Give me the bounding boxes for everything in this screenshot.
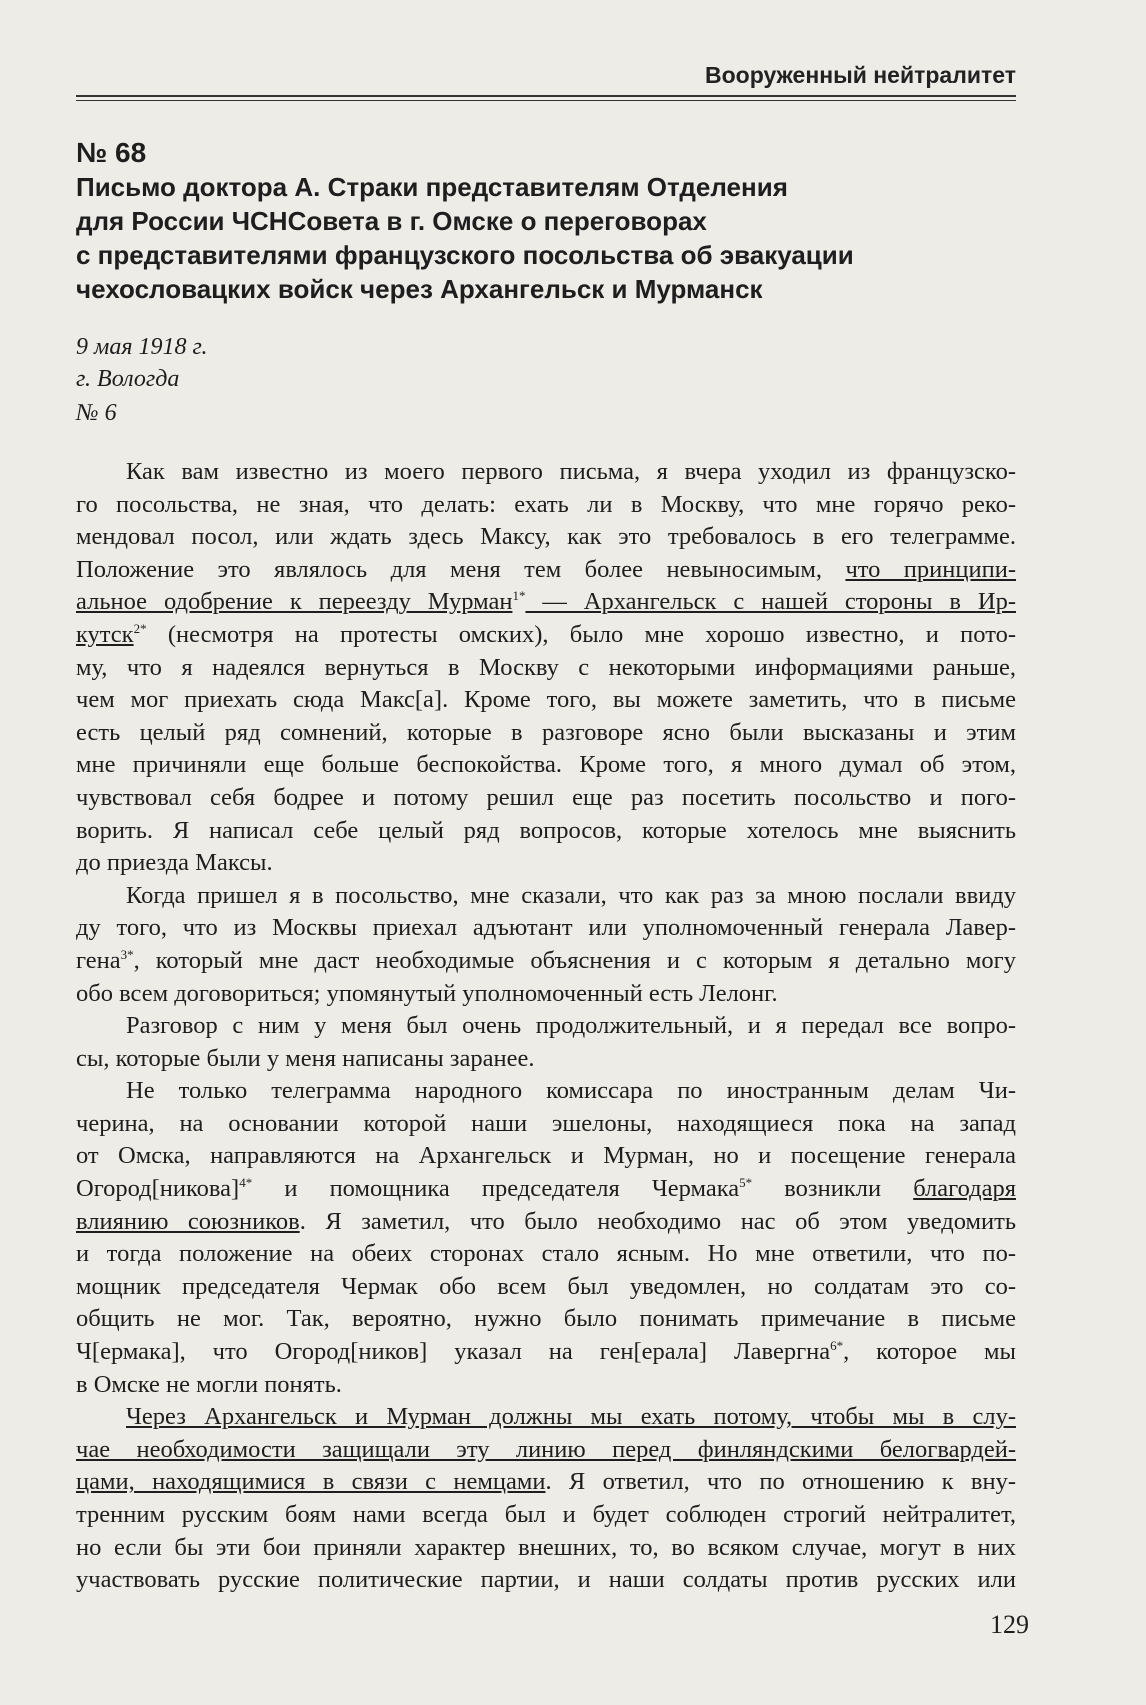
footnote-marker: 5* [739,1174,753,1190]
text-segment: , который мне даст необходимые объяснения и с которым я детально могу [133,946,1016,974]
text-line: есть целый ряд сомнений, которые в разговоре ясно были высказаны и этим [76,718,1016,746]
text-line [76,1401,1016,1434]
text-line: обо всем договориться; упомянутый уполномоченный есть Лелонг. [76,979,778,1007]
footnote-marker: 2* [133,620,147,636]
footnote-marker: 4* [239,1174,253,1190]
underlined-text: кутск [76,620,134,648]
text-line: ворить. Я написал себе целый ряд вопросов, которые хотелось мне выяснить [76,816,1016,844]
document-date: 9 мая 1918 г. [76,334,208,360]
title-line: чехословацких войск через Архангельск и Мурманск [76,274,763,304]
header-rule-thin [76,100,1016,101]
text-segment: Ч[ермака], что Огород[ников] указал на ген[ерала] Лавергна [76,1338,831,1366]
underlined-text: что принципи- [845,555,1016,583]
text-line: Разговор с ним у меня был очень продолжительный, и я передал все вопро- [126,1012,1016,1040]
text-line: Когда пришел я в посольство, мне сказали, что как раз за мною послали ввиду [126,881,1016,909]
text-segment: гена [76,946,121,974]
underlined-text: влиянию союзников [76,1207,300,1235]
text-line: участвовать русские политические партии, и наши солдаты против русских или [76,1566,1016,1594]
text-line [76,586,1016,619]
text-segment: , которое мы [843,1338,1016,1366]
text-line: до приезда Максы. [76,849,273,877]
text-line: мне причиняли еще больше беспокойства. Кроме того, я много думал об этом, [76,751,1016,779]
page-number: 129 [990,1610,1029,1639]
text-line [76,945,1016,978]
footnote-marker: 3* [120,946,134,962]
text-line: чем мог приехать сюда Макс[а]. Кроме того, вы можете заметить, что в письме [76,686,1016,714]
text-line: черина, на основании которой наши эшелоны, находящиеся пока на запад [76,1109,1016,1137]
text-line [76,1466,1016,1499]
text-line: но если бы эти бои приняли характер внешних, то, во всяком случае, могут в них [76,1533,1016,1561]
text-line [76,1173,1016,1206]
running-header: Вооруженный нейтралитет [705,62,1016,88]
document-number: № 68 [76,137,147,168]
document-reference-number: № 6 [76,400,117,426]
text-line: Как вам известно из моего первого письма, я вчера уходил из французско- [126,458,1016,485]
text-line [76,1336,1016,1369]
underlined-text: альное одобрение к переезду Мурман [76,588,513,616]
text-segment: . Я заметил, что было необходимо нас об этом уведомить [299,1207,1016,1235]
text-line: ду того, что из Москвы приехал адъютант или уполномоченный генерала Лавер- [76,914,1016,942]
text-segment: и помощника председателя Чермака [252,1175,740,1203]
text-segment: (несмотря на протесты омских), было мне хорошо известно, и пото- [146,620,1016,648]
text-line [76,554,1016,587]
text-segment: . Я ответил, что по отношению к вну- [545,1468,1016,1496]
underlined-text: — Архангельск с нашей стороны в Ир- [525,588,1017,616]
underlined-text: Через Архангельск и Мурман должны мы ехать потому, чтобы мы в слу- [126,1403,1016,1431]
text-line: Не только телеграмма народного комиссара по иностранным делам Чи- [126,1077,1016,1105]
text-line: мендовал посол, или ждать здесь Максу, как это требовалось в его телеграмме. [76,523,1016,551]
text-line: му, что я надеялся вернуться в Москву с некоторыми информациями раньше, [76,653,1016,681]
text-line: от Омска, направляются на Архангельск и Мурман, но и посещение генерала [76,1142,1016,1170]
letter-body [76,456,1016,1597]
footnote-marker: 1* [512,588,526,604]
text-segment: Положение это являлось для меня тем более невыносимым, [76,555,846,583]
text-line [76,1434,1016,1467]
text-line: мощник председателя Чермак обо всем был уведомлен, но солдатам это со- [76,1272,1016,1300]
text-line: и тогда положение на обеих сторонах стало ясным. Но мне ответили, что по- [76,1240,1016,1268]
text-segment: возникли [752,1175,914,1203]
title-line: Письмо доктора А. Страки представителям Отделения [76,172,788,202]
text-segment: Огород[никова] [76,1175,240,1203]
underlined-text: цами, находящимися в связи с немцами [76,1468,546,1496]
document-place: г. Вологда [76,366,180,392]
text-line: тренним русским боям нами всегда был и будет соблюден строгий нейтралитет, [76,1501,1016,1528]
text-line: чувствовал себя бодрее и потому решил еще раз посетить посольство и пого- [76,783,1016,811]
text-line: го посольства, не зная, что делать: ехать ли в Москву, что мне горячо реко- [76,490,1016,518]
title-line: для России ЧСНСовета в г. Омске о переговорах [76,206,707,236]
footnote-marker: 6* [830,1337,844,1353]
underlined-text: благодаря [913,1175,1016,1203]
text-line [76,1206,1016,1239]
underlined-text: чае необходимости защищали эту линию перед финляндскими белогвардей- [76,1435,1016,1463]
document-title [76,170,956,306]
text-line: в Омске не могли понять. [76,1370,342,1398]
text-line [76,619,1016,652]
title-line: с представителями французского посольства об эвакуации [76,240,854,270]
text-line: общить не мог. Так, вероятно, нужно было понимать примечание в письме [76,1305,1016,1333]
text-line: сы, которые были у меня написаны заранее. [76,1044,535,1072]
header-rule [76,95,1016,97]
